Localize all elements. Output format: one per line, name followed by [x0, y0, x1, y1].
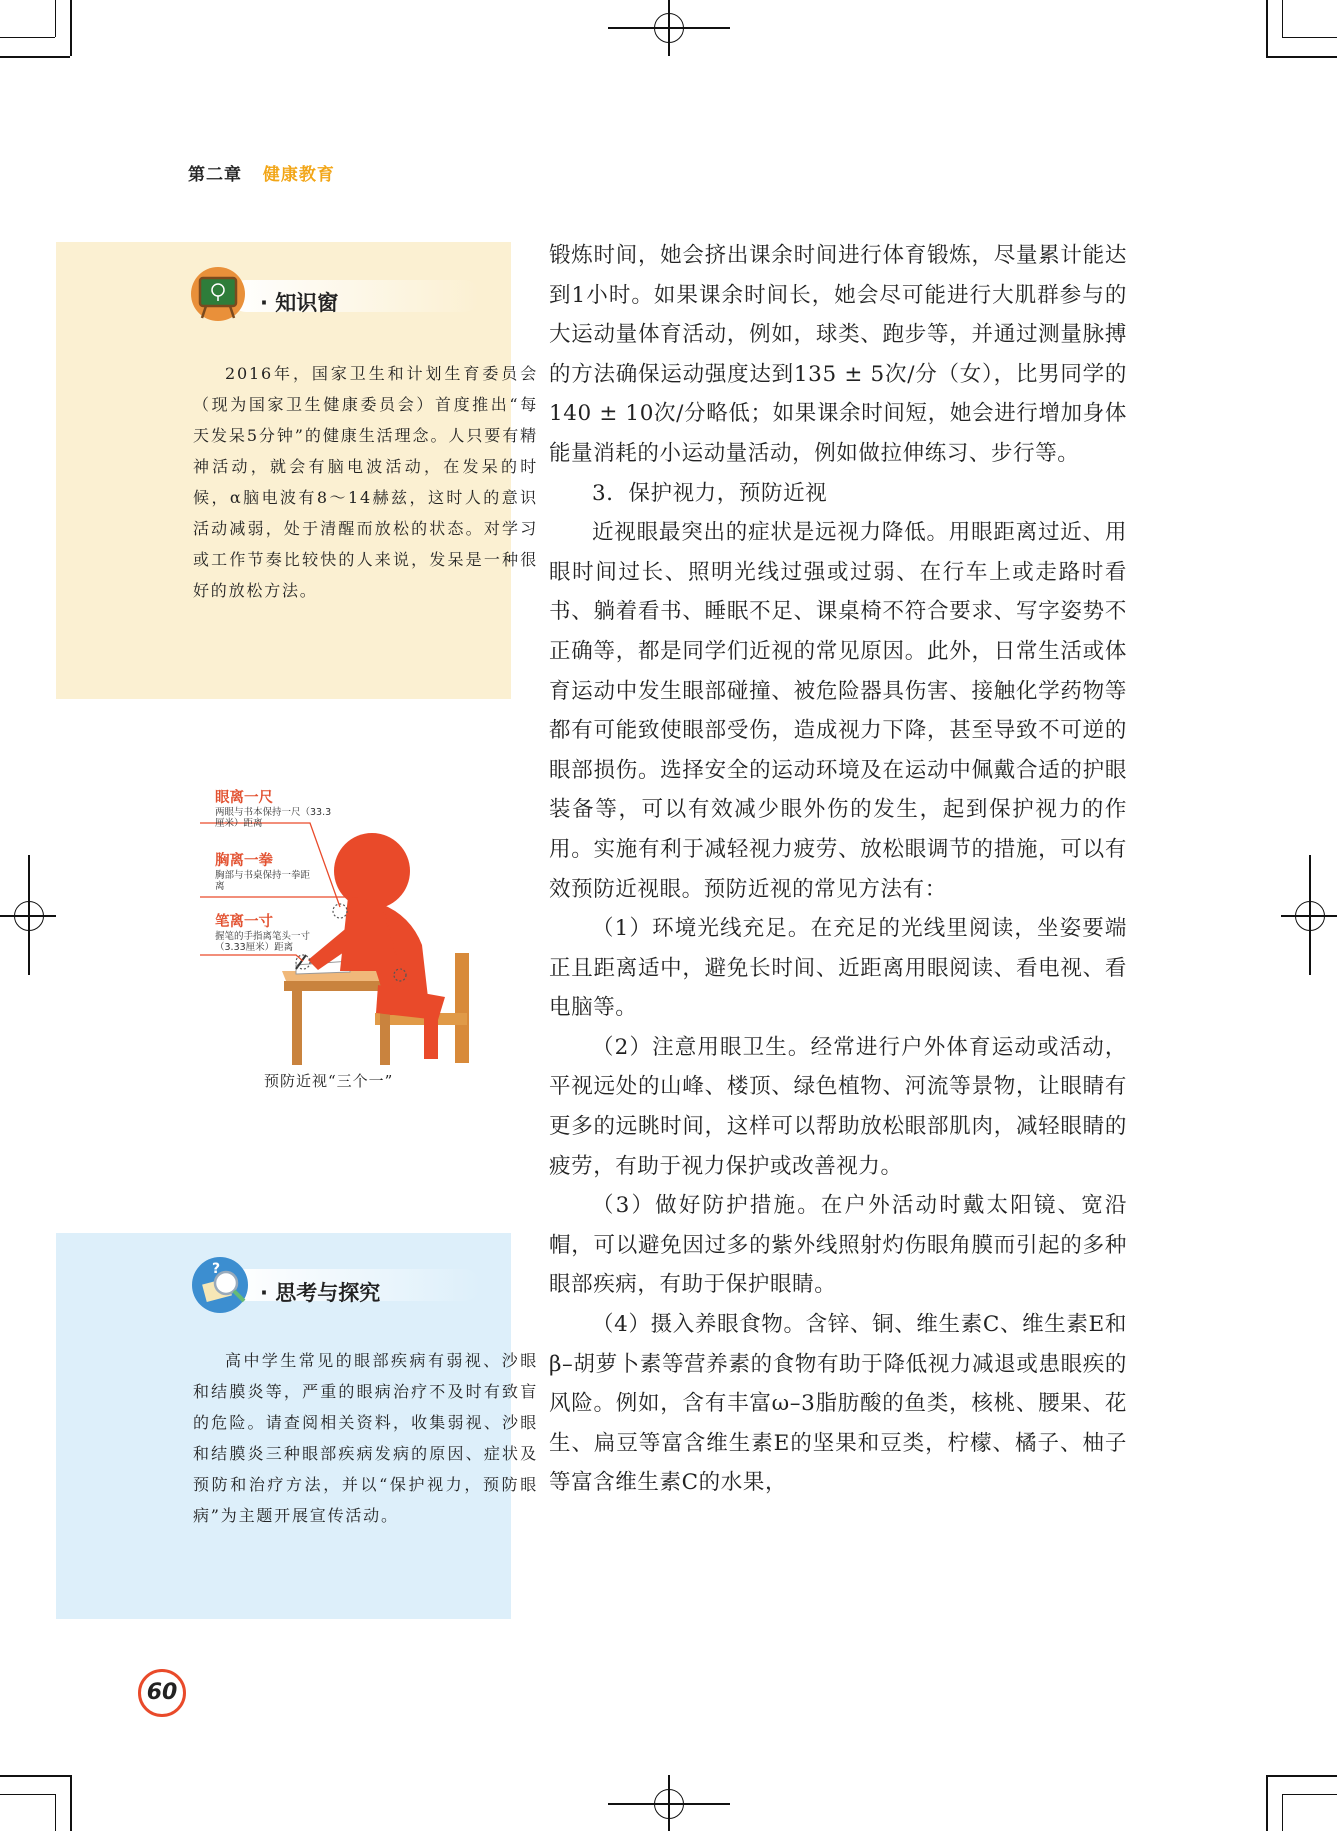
- page-number: 60: [138, 1669, 186, 1717]
- method-item-1: （1）环境光线充足。在充足的光线里阅读，坐姿要端正且距离适中，避免长时间、近距离用眼阅读、看电视、看电脑等。: [549, 916, 1127, 1021]
- section-heading: 3．保护视力，预防近视: [592, 480, 828, 506]
- chapter-header: [188, 160, 335, 185]
- explore-title-text: 思考与探究: [275, 1281, 381, 1305]
- explore-box-body: [193, 1345, 538, 1531]
- knowledge-box: [56, 242, 538, 699]
- method-item-2: （2）注意用眼卫生。经常进行户外体育运动或活动，平视远处的山峰、楼顶、绿色植物、河流等景物，让眼睛有更多的远眺时间，这样可以帮助放松眼部肌肉，减轻眼睛的疲劳，有助于视力保护或改善视力。: [549, 1034, 1127, 1179]
- explore-box: [56, 1233, 538, 1619]
- figure-label-pen: [215, 910, 335, 953]
- explore-box-text: 高中学生常见的眼部疾病有弱视、沙眼和结膜炎等，严重的眼病治疗不及时有致盲的危险。请查阅相关资料，收集弱视、沙眼和结膜炎三种眼部疾病发病的原因、症状及预防和治疗方法，并以“保护视力，预防眼病”为主题开展宣传活动。: [193, 1351, 538, 1525]
- knowledge-box-title: · 知识窗: [260, 291, 339, 315]
- knowledge-box-body: [193, 358, 538, 606]
- knowledge-box-text: 2016年，国家卫生和计划生育委员会（现为国家卫生健康委员会）首度推出“每天发呆5分钟”的健康生活理念。人只要有精神活动，就会有脑电波活动，在发呆的时候，α脑电波有8～14赫兹，这时人的意识活动减弱，处于清醒而放松的状态。对学习或工作节奏比较快的人来说，发呆是一种很好的放松方法。: [193, 364, 538, 600]
- figure-label-chest: [215, 849, 315, 892]
- method-item-3: （3）做好防护措施。在户外活动时戴太阳镜、宽沿帽，可以避免因过多的紫外线照射灼伤眼角膜而引起的多种眼部疾病，有助于保护眼睛。: [549, 1193, 1127, 1298]
- main-paragraph-1: 锻炼时间，她会挤出课余时间进行体育锻炼，尽量累计能达到1小时。如果课余时间长，她会尽可能进行大肌群参与的大运动量体育活动，例如，球类、跑步等，并通过测量脉搏的方法确保运动强度达到135 ± 5次/分（女），比男同学的140 ± 10次/分略低；如果课余时间短，她会进行增加身体能量消耗的小运动量活动，例如做拉伸练习、步行等。: [549, 243, 1127, 466]
- figure-label-pen-text: 握笔的手指离笔头一寸（3.33厘米）距离: [215, 931, 311, 953]
- figure-label-eye-title: 眼离一尺: [215, 790, 273, 806]
- figure-label-pen-title: 笔离一寸: [215, 914, 273, 930]
- knowledge-title-text: 知识窗: [275, 291, 339, 315]
- main-text: [549, 236, 1127, 1503]
- method-item-4: （4）摄入养眼食物。含锌、铜、维生素C、维生素E和β–胡萝卜素等营养素的食物有助于降低视力减退或患眼疾的风险。例如，含有丰富ω–3脂肪酸的鱼类，核桃、腰果、花生、扁豆等富含维生素E的坚果和豆类，柠檬、橘子、柚子等富含维生素C的水果，: [549, 1312, 1127, 1496]
- main-paragraph-2: 近视眼最突出的症状是远视力降低。用眼距离过近、用眼时间过长、照明光线过强或过弱、在行车上或走路时看书、躺着看书、睡眠不足、课桌椅不符合要求、写字姿势不正确等，都是同学们近视的常见原因。此外，日常生活或体育运动中发生眼部碰撞、被危险器具伤害、接触化学药物等都有可能致使眼部受伤，造成视力下降，甚至导致不可逆的眼部损伤。选择安全的运动环境及在运动中佩戴合适的护眼装备等，可以有效减少眼外伤的发生，起到保护视力的作用。实施有利于减轻视力疲劳、放松眼调节的措施，可以有效预防近视眼。预防近视的常见方法有：: [549, 520, 1127, 902]
- figure-label-chest-title: 胸离一拳: [215, 853, 273, 869]
- figure-label-chest-text: 胸部与书桌保持一拳距离: [215, 870, 311, 892]
- chapter-name: 健康教育: [262, 165, 335, 185]
- figure-label-eye: [215, 786, 335, 829]
- blackboard-icon: [190, 266, 490, 322]
- chapter-number: 第二章: [188, 165, 242, 185]
- figure-label-eye-text: 两眼与书本保持一尺（33.3厘米）距离: [215, 807, 332, 829]
- svg-text:?: ?: [212, 1261, 221, 1277]
- figure-caption: 预防近视“三个一”: [264, 1072, 394, 1090]
- explore-box-title: · 思考与探究: [260, 1281, 381, 1305]
